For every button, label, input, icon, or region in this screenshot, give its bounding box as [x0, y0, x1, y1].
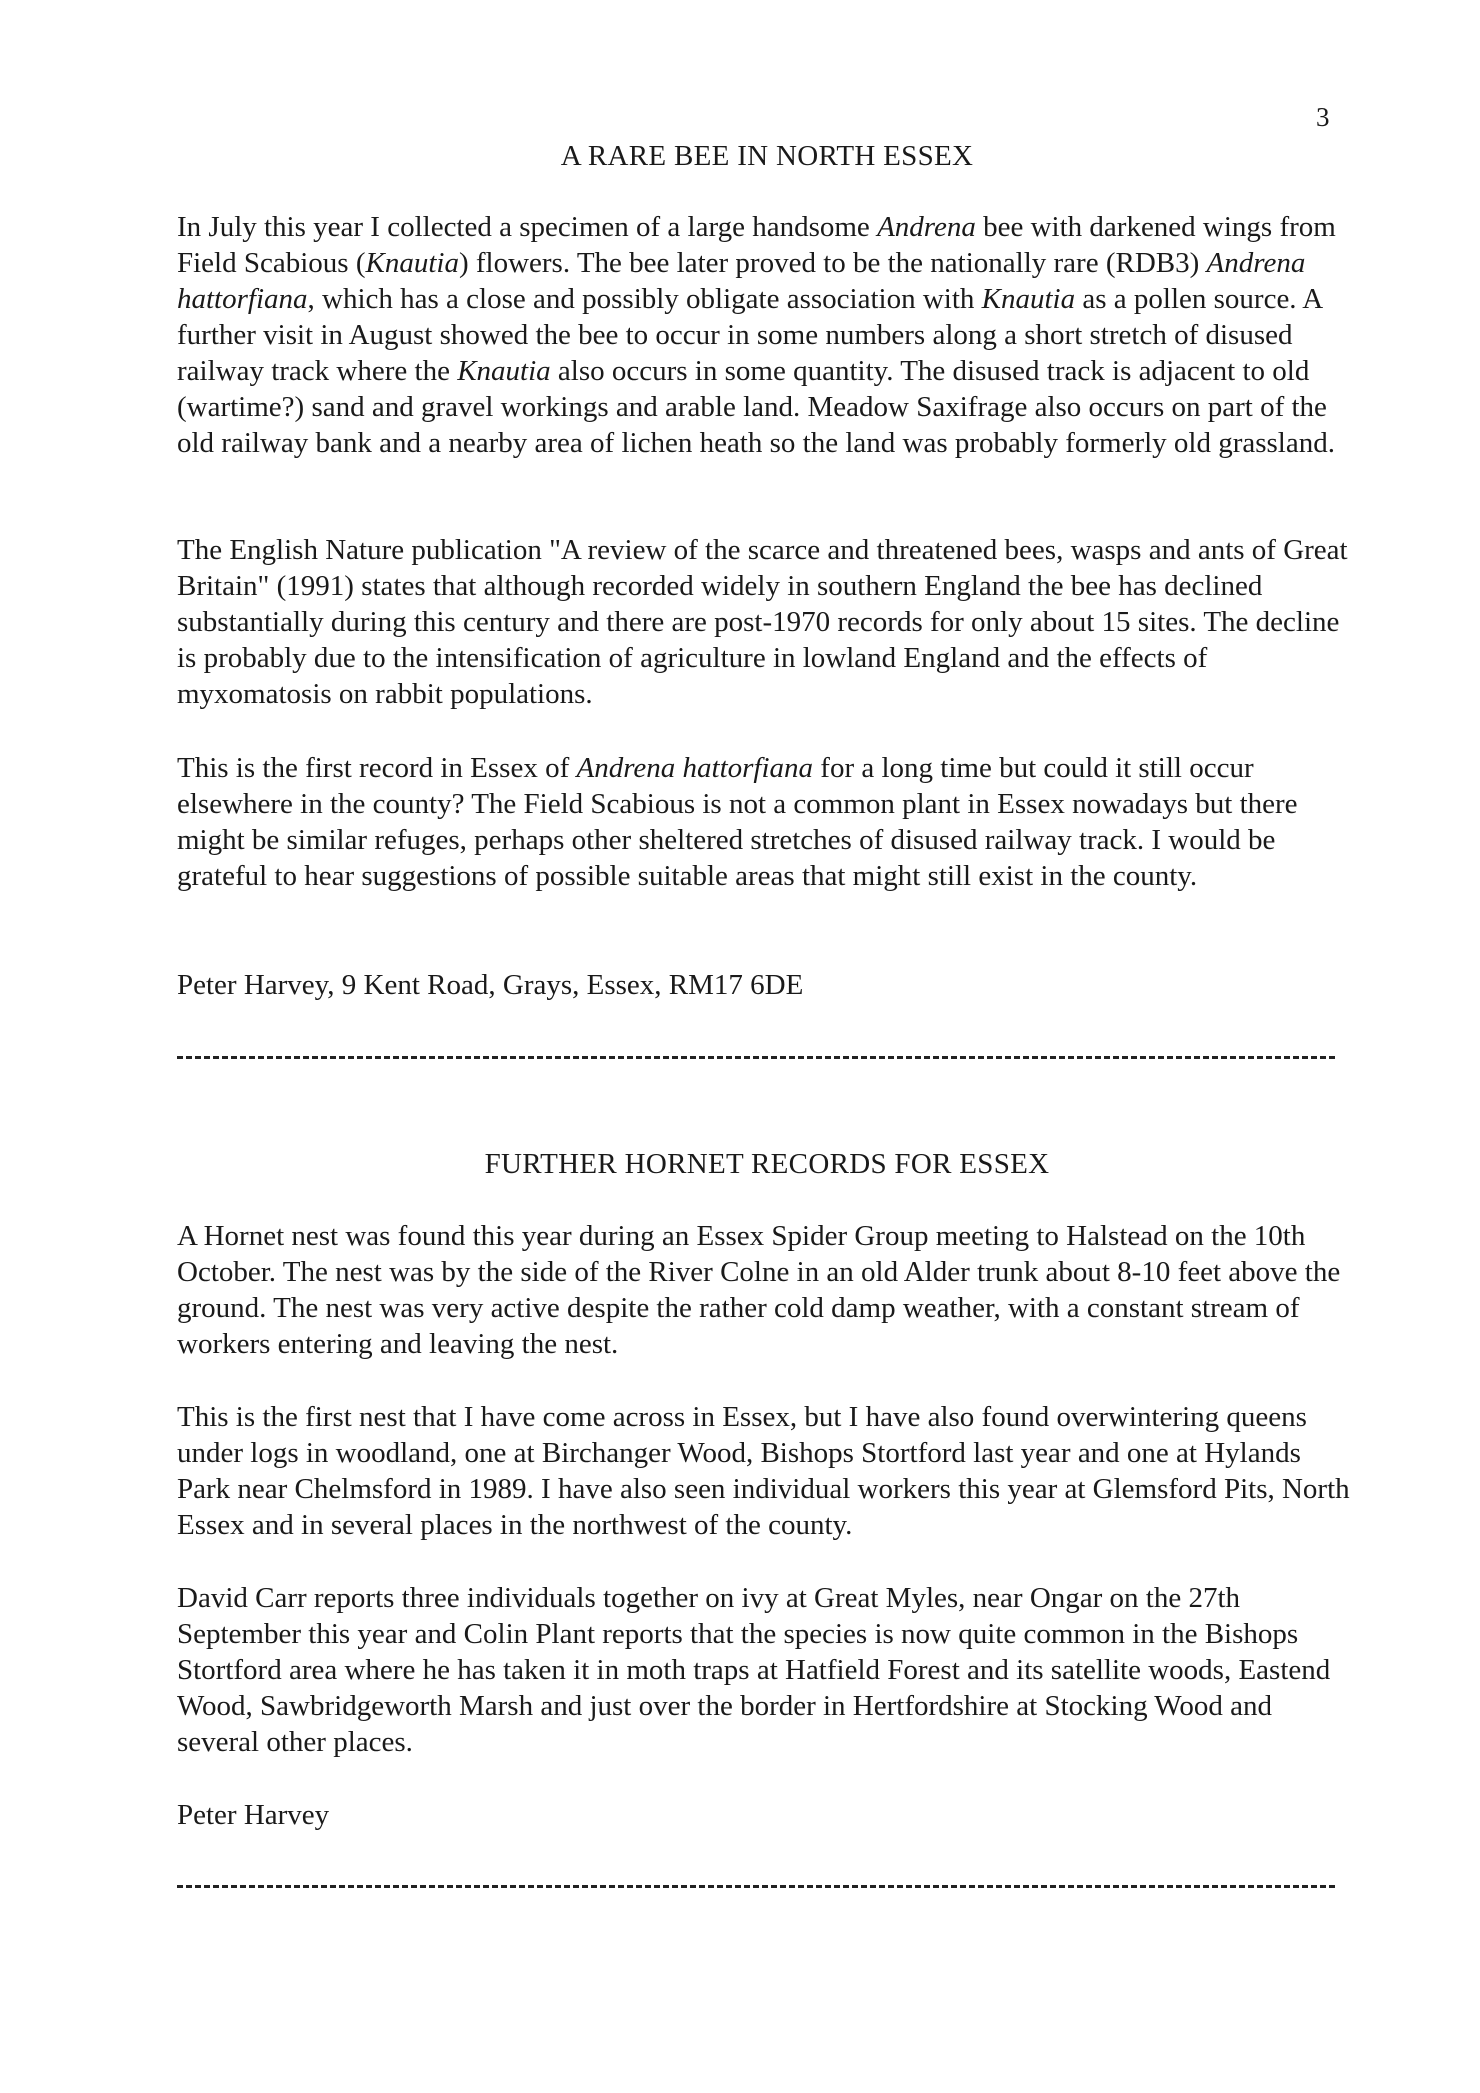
- signature: Peter Harvey, 9 Kent Road, Grays, Essex, RM17 6DE: [177, 969, 804, 1001]
- article-rare-bee-signature: [177, 967, 1357, 1003]
- paragraph: David Carr reports three individuals together on ivy at Great Myles, near Ongar on the 27th September this year and Colin Plant reports that the species is now quite common in the Bishops Stortford area where he has taken it in moth traps at Hatfield Forest and its satellite woods, Eastend Wood, Sawbridgeworth Marsh and just over the border in Hertfordshire at Stocking Wood and several other places.: [177, 1582, 1331, 1758]
- paragraph: This is the first record in Essex of Andrena hattorfiana for a long time but could it still occur elsewhere in the county? The Field Scabious is not a common plant in Essex nowadays but there might be similar refuges, perhaps other sheltered stretches of disused railway track. I would be grateful to hear suggestions of possible suitable areas that might still exist in the county.: [177, 752, 1298, 892]
- article-hornet-signature: [177, 1797, 1357, 1833]
- article-title: FURTHER HORNET RECORDS FOR ESSEX: [484, 1148, 1050, 1180]
- dashed-separator: [177, 1885, 1335, 1888]
- paragraph: In July this year I collected a specimen of a large handsome Andrena bee with darkened wings from Field Scabious (Knautia) flowers. The bee later proved to be the nationally rare (RDB3) Andrena hattorfiana, which has a close and possibly obligate association with Knautia as a pollen source. A further visit in August showed the bee to occur in some numbers along a short stretch of disused railway track where the Knautia also occurs in some quantity. The disused track is adjacent to old (wartime?) sand and gravel workings and arable land. Meadow Saxifrage also occurs on part of the old railway bank and a nearby area of lichen heath so the land was probably formerly old grassland.: [177, 211, 1336, 459]
- paragraph: The English Nature publication "A review of the scarce and threatened bees, wasps and ants of Great Britain" (1991) states that although recorded widely in southern England the bee has declined substantially during this century and there are post-1970 records for only about 15 sites. The decline is probably due to the intensification of agriculture in lowland England and the effects of myxomatosis on rabbit populations.: [177, 534, 1348, 710]
- article-hornet: [177, 1146, 1357, 1182]
- article-hornet-para-1: [177, 1218, 1357, 1362]
- article-rare-bee-para-3: [177, 750, 1357, 894]
- page-number: 3: [1316, 102, 1330, 132]
- article-rare-bee-para-2: [177, 532, 1357, 712]
- article-hornet-para-2: [177, 1399, 1357, 1543]
- article-rare-bee-para-1: [177, 209, 1357, 461]
- signature: Peter Harvey: [177, 1799, 330, 1831]
- article-hornet-para-3: [177, 1580, 1357, 1760]
- dashed-separator: [177, 1056, 1335, 1059]
- article-title: A RARE BEE IN NORTH ESSEX: [560, 140, 974, 172]
- paragraph: This is the first nest that I have come across in Essex, but I have also found overwintering queens under logs in woodland, one at Birchanger Wood, Bishops Stortford last year and one at Hylands Park near Chelmsford in 1989. I have also seen individual workers this year at Glemsford Pits, North Essex and in several places in the northwest of the county.: [177, 1401, 1350, 1541]
- paragraph: A Hornet nest was found this year during an Essex Spider Group meeting to Halstead on the 10th October. The nest was by the side of the River Colne in an old Alder trunk about 8-10 feet above the ground. The nest was very active despite the rather cold damp weather, with a constant stream of workers entering and leaving the nest.: [177, 1220, 1341, 1360]
- article-rare-bee: [177, 138, 1357, 174]
